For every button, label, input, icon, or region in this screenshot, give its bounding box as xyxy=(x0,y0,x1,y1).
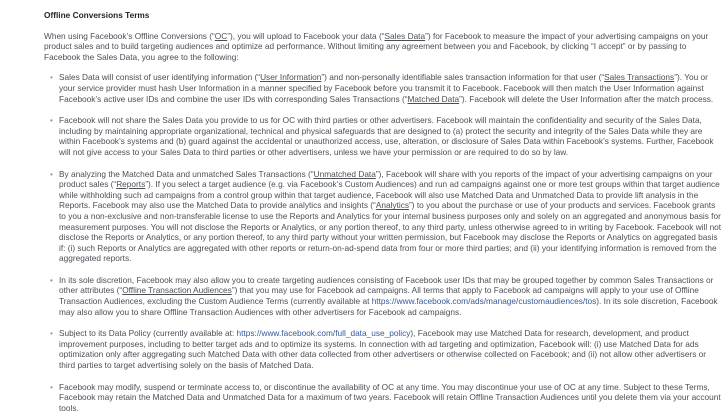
page-title: Offline Conversions Terms xyxy=(44,10,150,20)
terms-list-item: • Sales Data will consist of user identifying information (“User Information”) and non-personally identifiable sales transaction information for that user (“Sales Transactions”). You or your service provider must hash User Information in a manner specified by Facebook before you transmit it to Facebook. Facebook will then match the User Information against Facebook’s active user IDs and combine the user IDs with corresponding Sales Transactions (“Matched Data”). Facebook will delete the User Information after the match process. xyxy=(50,72,714,104)
defined-term: Unmatched Data xyxy=(313,168,376,179)
defined-term: Offline Transaction Audiences xyxy=(122,285,232,296)
defined-term: User Information xyxy=(260,72,322,83)
policy-link[interactable]: https://www.facebook.com/ads/manage/customaudiences/tos xyxy=(371,296,597,307)
bullet-icon: • xyxy=(50,381,53,392)
terms-list-item: • Facebook may modify, suspend or terminate access to, or discontinue the availability of OC at any time. You may discontinue your use of OC at any time. Subject to these Terms, Facebook may retain the Matched Data and Unmatched Data for a maximum of two years. Facebook will retain Offline Transaction Audiences until you delete them via your account tools. xyxy=(50,381,721,413)
bullet-icon: • xyxy=(50,72,53,83)
bullet-icon: • xyxy=(50,274,53,285)
defined-term: Matched Data xyxy=(407,93,460,104)
terms-list-item: • Facebook will not share the Sales Data you provide to us for OC with third parties or other advertisers. Facebook will maintain the confidentiality and security of the Sales Data, including by maintaining appropriate organizational, technical and physical safeguards that are designed to (a) protect the security and integrity of the Sales Data while they are within Facebook’s systems and (b) guard against the accidental or unauthorized access, use, alteration, or disclosure of Sales Data within Facebook’s systems. Further, Facebook will not give access to your Sales Data to third parties or other advertisers, unless we have your permission or are required to do so by law. xyxy=(50,115,714,157)
terms-list xyxy=(44,72,722,413)
terms-list-item: • By analyzing the Matched Data and unmatched Sales Transactions (“Unmatched Data”), Facebook will share with you reports of the impact of your advertising campaigns on your product sales (“Reports”). If you select a target audience (e.g. via Facebook’s Custom Audiences) and run ad campaigns against one or more test groups within that target audience while withholding such ad campaigns from a control group within that target audience, Facebook will also use Matched Data and Unmatched Data to provide lift analysis in the Reports. Facebook may also use the Matched Data to provide analytics and insights (“Analytics”) to you about the purchase or use of your products and services. Facebook grants to you a non-exclusive and non-transferable license to use the Reports and Analytics for your internal business purposes only and solely on an aggregated and anonymous basis for measurement purposes. You will not disclose the Reports or Analytics, or any portion thereof, to any third party, unless otherwise agreed to in writing by Facebook. Facebook will not disclose the Reports or Analytics, or any portion thereof, to any third party without your written permission, but Facebook may disclose the Reports or Analytics on aggregated basis if: (i) such Reports or Analytics are aggregated with other reports or return-on-ad-spend data from four or more third parties; and (ii) your identifying information is removed from the aggregated reports. xyxy=(50,168,722,264)
defined-term: Sales Transactions xyxy=(604,72,675,83)
terms-list-item: • Subject to its Data Policy (currently available at: https://www.facebook.com/full_data_use_policy), Facebook may use Matched Data for research, development, and product improvement purposes, including to better target ads and to optimize its systems. In connection with ad targeting and optimization, Facebook will: (i) use Matched Data for ads optimization only after aggregating such Matched Data with other data collected from other advertisers or otherwise collected on Facebook; and (ii) not allow other advertisers or third parties to target advertising solely on the basis of Matched Data. xyxy=(50,328,707,371)
intro-paragraph: When using Facebook’s Offline Conversions (“OC”), you will upload to Facebook your data (“Sales Data”) for Facebook to measure the impact of your advertising campaigns on your product sales and to build targeting audiences and optimize ad performance. Without limiting any agreement between you and Facebook, by clicking “I accept” or by passing to Facebook the Sales Data, you agree to the following: xyxy=(44,30,709,62)
defined-term: Sales Data xyxy=(384,30,426,41)
bullet-icon: • xyxy=(50,115,53,126)
bullet-icon: • xyxy=(50,168,53,179)
defined-term: Analytics xyxy=(375,200,410,211)
defined-term: Reports xyxy=(116,179,146,190)
terms-list-item: • In its sole discretion, Facebook may also allow you to create targeting audiences consisting of Facebook user IDs that may be grouped together by common Sales Transactions or other attributes (“Offline Transaction Audiences”) that you may use for Facebook ad campaigns. All terms that apply to Facebook ad campaigns will apply to your use of Offline Transaction Audiences, excluding the Custom Audience Terms (currently available at https://www.facebook.com/ads/manage/customaudiences/tos). In its sole discretion, Facebook may also allow you to share Offline Transaction Audiences with other advertisers for Facebook ad campaigns. xyxy=(50,274,718,317)
bullet-icon: • xyxy=(50,328,53,339)
policy-link[interactable]: https://www.facebook.com/full_data_use_policy xyxy=(236,328,411,339)
defined-term: OC xyxy=(214,30,228,41)
